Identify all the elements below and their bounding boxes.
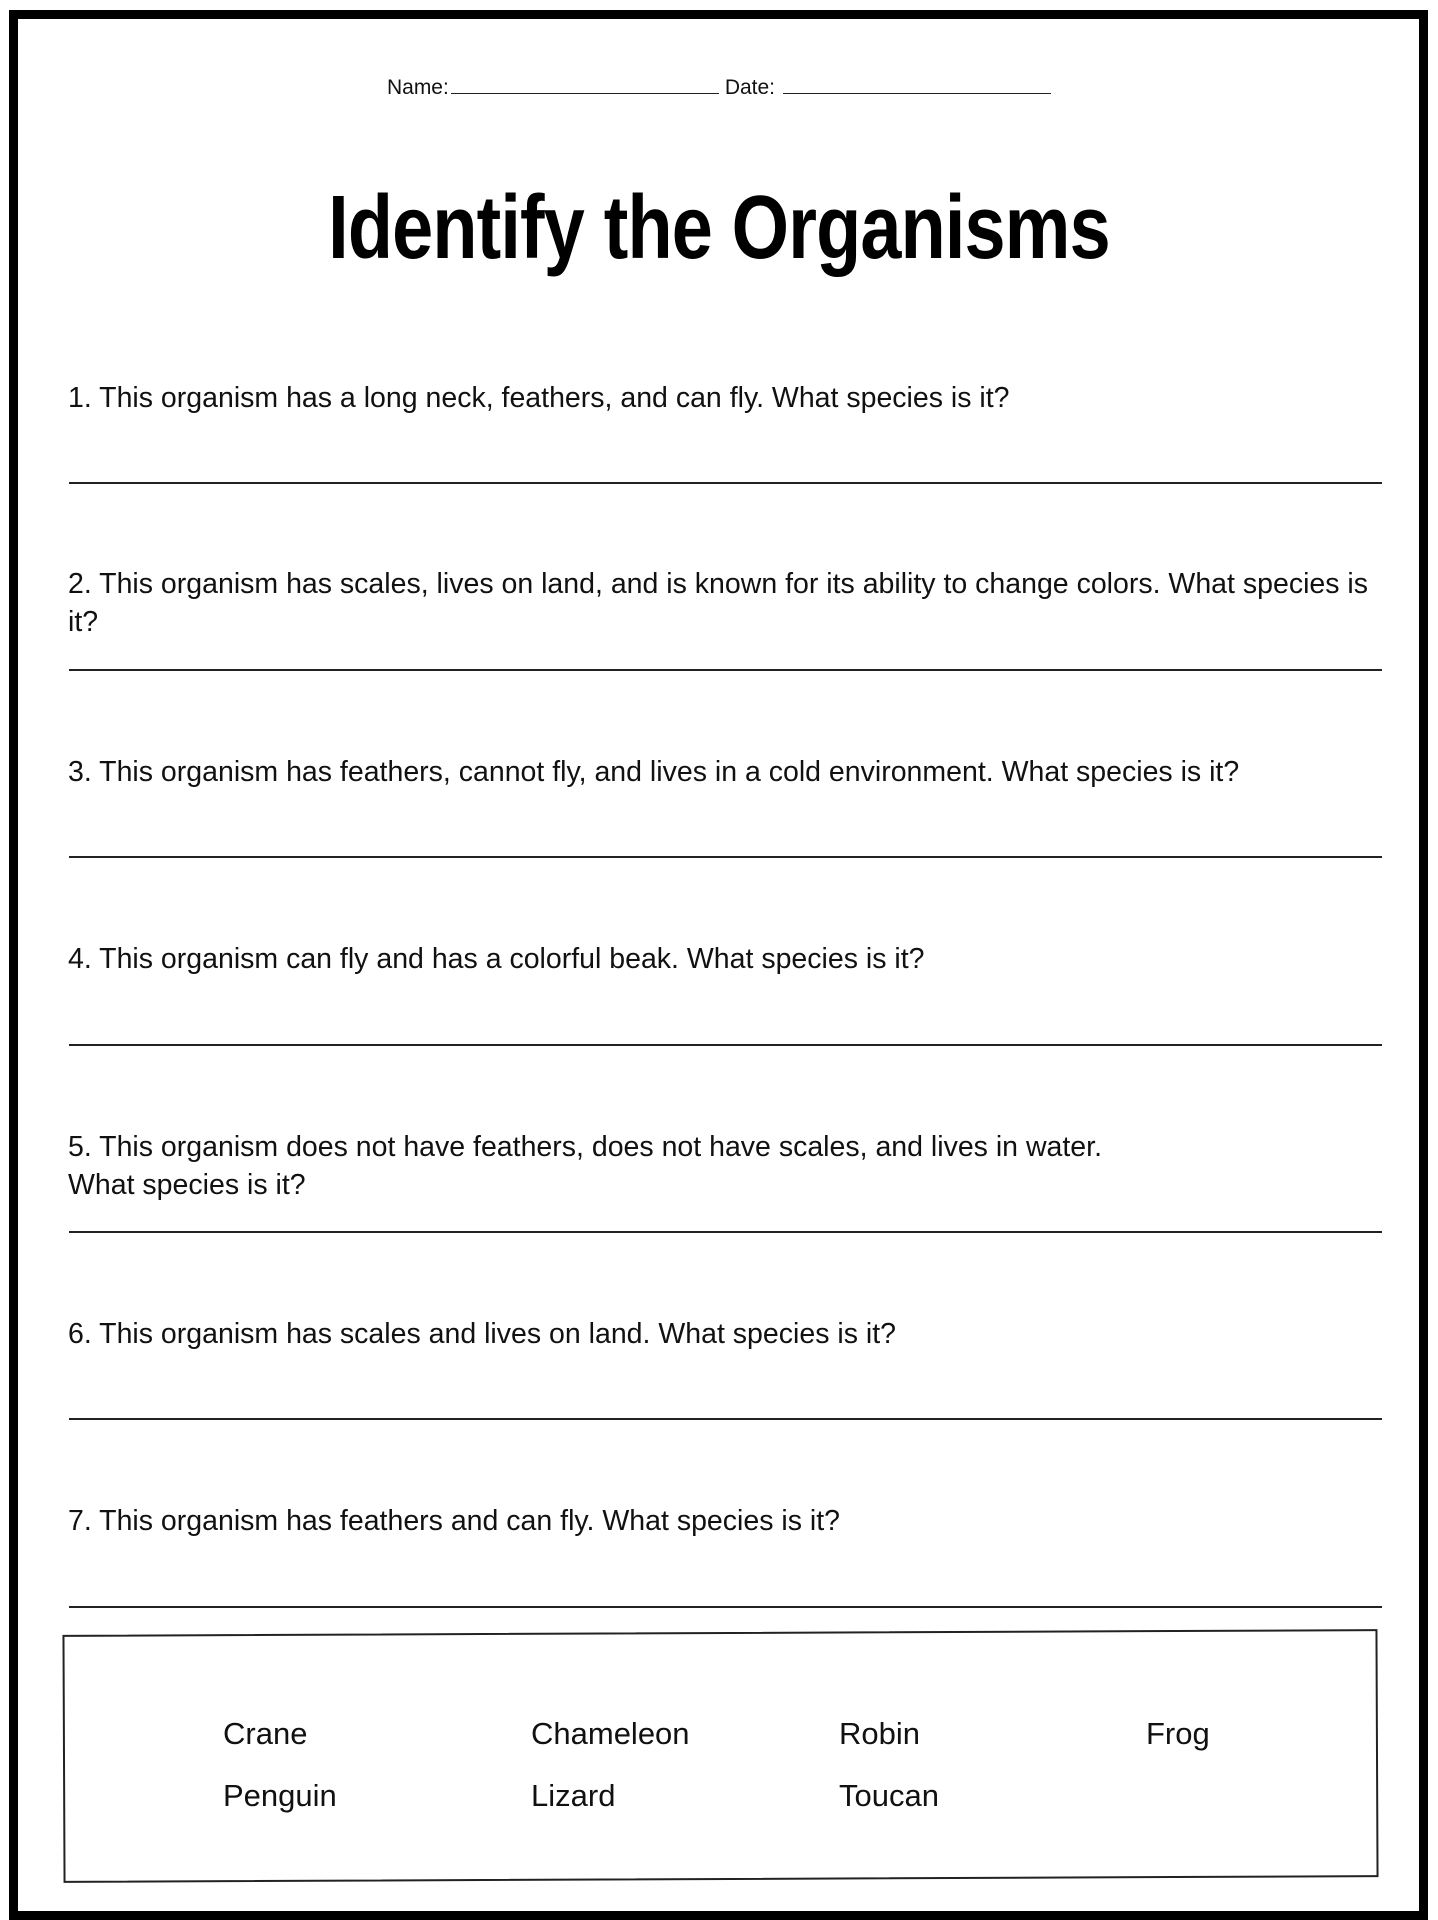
- answer-line-3[interactable]: [69, 856, 1382, 858]
- date-label: Date:: [724, 76, 776, 99]
- question-7: 7. This organism has feathers and can fly. What species is it?: [68, 1505, 840, 1537]
- date-blank[interactable]: [783, 73, 1051, 94]
- question-1: 1. This organism has a long neck, feathers, and can fly. What species is it?: [68, 382, 1010, 414]
- word-bank-item: Robin: [839, 1716, 920, 1751]
- name-blank[interactable]: [451, 73, 719, 94]
- answer-line-2[interactable]: [69, 669, 1382, 671]
- answer-line-5[interactable]: [69, 1231, 1382, 1233]
- answer-line-1[interactable]: [69, 482, 1382, 484]
- question-2: 2. This organism has scales, lives on land, and is known for its ability to change colors. What species is it?: [68, 568, 1369, 638]
- question-5: [68, 1128, 1398, 1204]
- question-6: 6. This organism has scales and lives on land. What species is it?: [68, 1318, 896, 1350]
- answer-line-4[interactable]: [69, 1044, 1382, 1046]
- answer-line-7[interactable]: [69, 1606, 1382, 1608]
- answer-line-6[interactable]: [69, 1418, 1382, 1420]
- question-4: 4. This organism can fly and has a colorful beak. What species is it?: [68, 943, 925, 975]
- word-bank-item: Crane: [223, 1716, 308, 1751]
- word-bank-item: Toucan: [839, 1778, 939, 1813]
- question-5-line-1: 5. This organism does not have feathers, does not have scales, and lives in water.: [68, 1131, 1102, 1163]
- word-bank-box: [62, 1629, 1378, 1883]
- question-5-line-2: What species is it?: [68, 1169, 306, 1201]
- word-bank-item: Penguin: [223, 1778, 337, 1813]
- word-bank-item: Frog: [1146, 1716, 1210, 1751]
- word-bank-item: Chameleon: [531, 1716, 690, 1751]
- name-label: Name:: [386, 76, 449, 99]
- word-bank-item: Lizard: [531, 1778, 616, 1813]
- name-date-header: [0, 73, 1438, 100]
- question-3: 3. This organism has feathers, cannot fly, and lives in a cold environment. What species is it?: [68, 756, 1240, 788]
- worksheet-title: Identify the Organisms: [328, 178, 1110, 278]
